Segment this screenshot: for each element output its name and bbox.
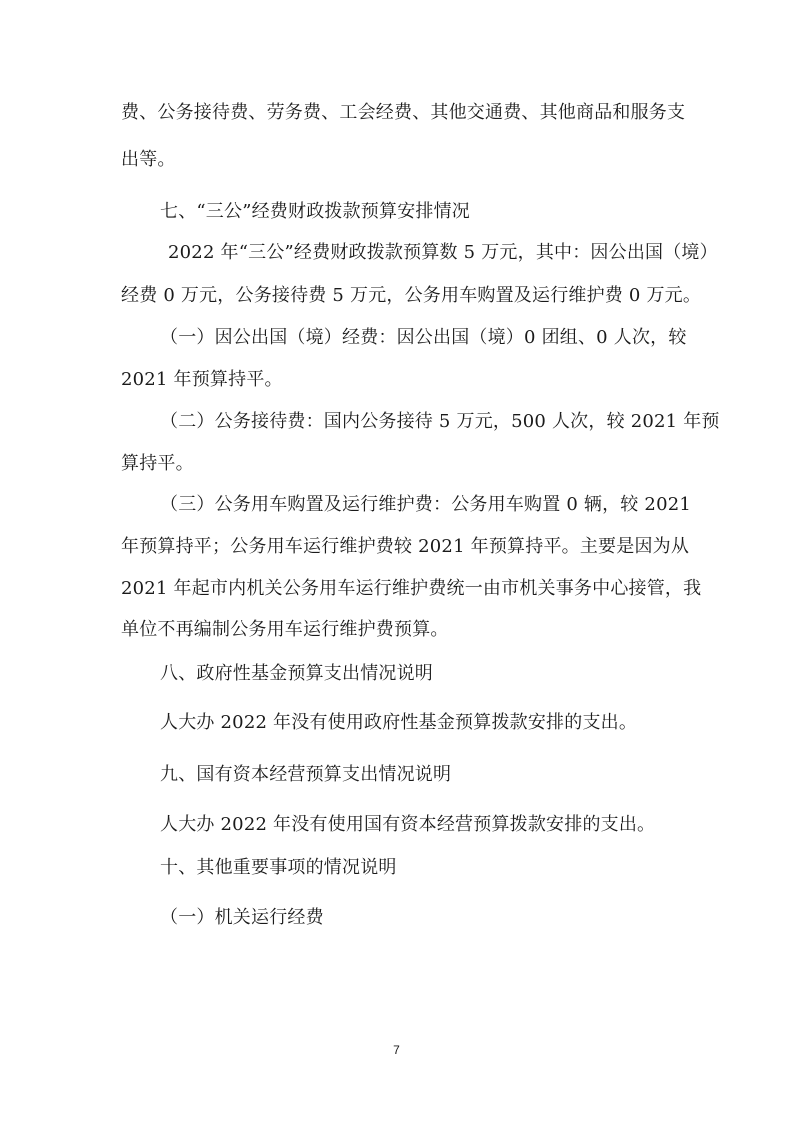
paragraph-line: 经费 0 万元，公务接待费 5 万元，公务用车购置及运行维护费 0 万元。 — [121, 285, 702, 306]
paragraph-line: 人大办 2022 年没有使用政府性基金预算拨款安排的支出。 — [160, 712, 638, 733]
paragraph-line: （二）公务接待费：国内公务接待 5 万元，500 人次，较 2021 年预 — [160, 411, 720, 432]
section-heading: 九、国有资本经营预算支出情况说明 — [160, 764, 452, 785]
paragraph-line: 费、公务接待费、劳务费、工会经费、其他交通费、其他商品和服务支 — [121, 102, 686, 123]
subsection-heading: （一）机关运行经费 — [160, 907, 324, 928]
section-heading: 七、“三公”经费财政拨款预算安排情况 — [160, 201, 471, 222]
section-heading: 十、其他重要事项的情况说明 — [160, 857, 397, 878]
paragraph-line: （一）因公出国（境）经费：因公出国（境）0 团组、0 人次，较 — [160, 327, 687, 348]
paragraph-line: 2021 年起市内机关公务用车运行维护费统一由市机关事务中心接管，我 — [121, 578, 702, 599]
paragraph-line: 2022 年“三公”经费财政拨款预算数 5 万元，其中：因公出国（境） — [168, 242, 718, 263]
paragraph-line: 出等。 — [121, 149, 176, 170]
page-number: 7 — [393, 1043, 400, 1057]
paragraph-line: 2021 年预算持平。 — [121, 369, 283, 390]
paragraph-line: 年预算持平；公务用车运行维护费较 2021 年预算持平。主要是因为从 — [121, 536, 690, 557]
paragraph-line: （三）公务用车购置及运行维护费：公务用车购置 0 辆，较 2021 — [160, 494, 692, 515]
paragraph-line: 算持平。 — [121, 453, 194, 474]
paragraph-line: 人大办 2022 年没有使用国有资本经营预算拨款安排的支出。 — [160, 814, 656, 835]
section-heading: 八、政府性基金预算支出情况说明 — [160, 663, 433, 684]
paragraph-line: 单位不再编制公务用车运行维护费预算。 — [121, 619, 449, 640]
